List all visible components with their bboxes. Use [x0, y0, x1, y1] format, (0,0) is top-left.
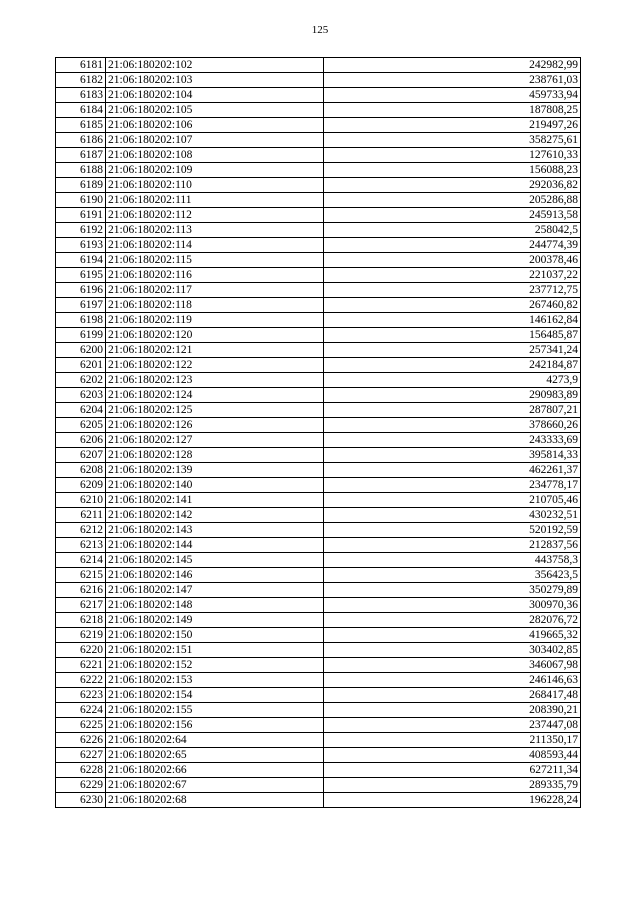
table-row — [56, 148, 581, 163]
amount-cell: 258042,5 — [324, 223, 581, 238]
row-number-cell: 6229 — [56, 778, 106, 793]
amount-cell: 210705,46 — [324, 493, 581, 508]
table-row — [56, 313, 581, 328]
amount-cell: 257341,24 — [324, 343, 581, 358]
amount-cell: 346067,98 — [324, 658, 581, 673]
row-number-cell: 6209 — [56, 478, 106, 493]
amount-cell: 205286,88 — [324, 193, 581, 208]
amount-cell: 356423,5 — [324, 568, 581, 583]
cadastral-number-cell: 21:06:180202:107 — [106, 133, 324, 148]
table-row — [56, 568, 581, 583]
row-number-cell: 6206 — [56, 433, 106, 448]
table-row — [56, 88, 581, 103]
row-number-cell: 6214 — [56, 553, 106, 568]
table-row — [56, 193, 581, 208]
row-number-cell: 6222 — [56, 673, 106, 688]
cadastral-number-cell: 21:06:180202:105 — [106, 103, 324, 118]
table-row — [56, 373, 581, 388]
row-number-cell: 6192 — [56, 223, 106, 238]
row-number-cell: 6226 — [56, 733, 106, 748]
table-row — [56, 433, 581, 448]
amount-cell: 350279,89 — [324, 583, 581, 598]
cadastral-number-cell: 21:06:180202:116 — [106, 268, 324, 283]
amount-cell: 300970,36 — [324, 598, 581, 613]
amount-cell: 243333,69 — [324, 433, 581, 448]
cadastral-number-cell: 21:06:180202:113 — [106, 223, 324, 238]
cadastral-number-cell: 21:06:180202:153 — [106, 673, 324, 688]
table-row — [56, 418, 581, 433]
cadastral-number-cell: 21:06:180202:150 — [106, 628, 324, 643]
amount-cell: 292036,82 — [324, 178, 581, 193]
amount-cell: 244774,39 — [324, 238, 581, 253]
cadastral-number-cell: 21:06:180202:114 — [106, 238, 324, 253]
amount-cell: 196228,24 — [324, 793, 581, 808]
amount-cell: 219497,26 — [324, 118, 581, 133]
amount-cell: 395814,33 — [324, 448, 581, 463]
table-row — [56, 703, 581, 718]
row-number-cell: 6185 — [56, 118, 106, 133]
row-number-cell: 6210 — [56, 493, 106, 508]
row-number-cell: 6207 — [56, 448, 106, 463]
row-number-cell: 6225 — [56, 718, 106, 733]
cadastral-number-cell: 21:06:180202:111 — [106, 193, 324, 208]
cadastral-number-cell: 21:06:180202:120 — [106, 328, 324, 343]
table-row — [56, 208, 581, 223]
cadastral-number-cell: 21:06:180202:123 — [106, 373, 324, 388]
cadastral-number-cell: 21:06:180202:68 — [106, 793, 324, 808]
row-number-cell: 6190 — [56, 193, 106, 208]
table-row — [56, 328, 581, 343]
row-number-cell: 6219 — [56, 628, 106, 643]
amount-cell: 242982,99 — [324, 58, 581, 73]
amount-cell: 146162,84 — [324, 313, 581, 328]
cadastral-number-cell: 21:06:180202:122 — [106, 358, 324, 373]
row-number-cell: 6230 — [56, 793, 106, 808]
page-number: 125 — [311, 24, 329, 36]
amount-cell: 234778,17 — [324, 478, 581, 493]
cadastral-number-cell: 21:06:180202:112 — [106, 208, 324, 223]
amount-cell: 289335,79 — [324, 778, 581, 793]
table-row — [56, 583, 581, 598]
row-number-cell: 6224 — [56, 703, 106, 718]
row-number-cell: 6194 — [56, 253, 106, 268]
table-row — [56, 778, 581, 793]
table-row — [56, 598, 581, 613]
amount-cell: 156485,87 — [324, 328, 581, 343]
table-row — [56, 58, 581, 73]
cadastral-number-cell: 21:06:180202:108 — [106, 148, 324, 163]
amount-cell: 267460,82 — [324, 298, 581, 313]
table-row — [56, 403, 581, 418]
table-row — [56, 298, 581, 313]
amount-cell: 268417,48 — [324, 688, 581, 703]
amount-cell: 212837,56 — [324, 538, 581, 553]
row-number-cell: 6188 — [56, 163, 106, 178]
data-table — [55, 57, 581, 808]
table-row — [56, 448, 581, 463]
row-number-cell: 6183 — [56, 88, 106, 103]
amount-cell: 408593,44 — [324, 748, 581, 763]
table-row — [56, 748, 581, 763]
amount-cell: 221037,22 — [324, 268, 581, 283]
row-number-cell: 6186 — [56, 133, 106, 148]
cadastral-number-cell: 21:06:180202:64 — [106, 733, 324, 748]
amount-cell: 462261,37 — [324, 463, 581, 478]
table-row — [56, 508, 581, 523]
table-row — [56, 613, 581, 628]
amount-cell: 245913,58 — [324, 208, 581, 223]
table-row — [56, 283, 581, 298]
amount-cell: 187808,25 — [324, 103, 581, 118]
table-row — [56, 463, 581, 478]
cadastral-number-cell: 21:06:180202:103 — [106, 73, 324, 88]
amount-cell: 419665,32 — [324, 628, 581, 643]
cadastral-number-cell: 21:06:180202:141 — [106, 493, 324, 508]
cadastral-number-cell: 21:06:180202:65 — [106, 748, 324, 763]
table-row — [56, 688, 581, 703]
cadastral-number-cell: 21:06:180202:119 — [106, 313, 324, 328]
row-number-cell: 6187 — [56, 148, 106, 163]
table-row — [56, 118, 581, 133]
amount-cell: 156088,23 — [324, 163, 581, 178]
amount-cell: 238761,03 — [324, 73, 581, 88]
row-number-cell: 6193 — [56, 238, 106, 253]
row-number-cell: 6223 — [56, 688, 106, 703]
cadastral-number-cell: 21:06:180202:139 — [106, 463, 324, 478]
cadastral-number-cell: 21:06:180202:126 — [106, 418, 324, 433]
cadastral-number-cell: 21:06:180202:128 — [106, 448, 324, 463]
cadastral-number-cell: 21:06:180202:143 — [106, 523, 324, 538]
cadastral-number-cell: 21:06:180202:152 — [106, 658, 324, 673]
cadastral-number-cell: 21:06:180202:106 — [106, 118, 324, 133]
cadastral-number-cell: 21:06:180202:144 — [106, 538, 324, 553]
cadastral-number-cell: 21:06:180202:145 — [106, 553, 324, 568]
cadastral-number-cell: 21:06:180202:117 — [106, 283, 324, 298]
amount-cell: 282076,72 — [324, 613, 581, 628]
table-body — [56, 58, 581, 808]
table-row — [56, 268, 581, 283]
row-number-cell: 6217 — [56, 598, 106, 613]
row-number-cell: 6195 — [56, 268, 106, 283]
table-row — [56, 478, 581, 493]
row-number-cell: 6197 — [56, 298, 106, 313]
amount-cell: 127610,33 — [324, 148, 581, 163]
table-row — [56, 538, 581, 553]
cadastral-number-cell: 21:06:180202:148 — [106, 598, 324, 613]
table-row — [56, 103, 581, 118]
cadastral-number-cell: 21:06:180202:118 — [106, 298, 324, 313]
cadastral-number-cell: 21:06:180202:125 — [106, 403, 324, 418]
row-number-cell: 6201 — [56, 358, 106, 373]
amount-cell: 287807,21 — [324, 403, 581, 418]
row-number-cell: 6216 — [56, 583, 106, 598]
row-number-cell: 6184 — [56, 103, 106, 118]
cadastral-number-cell: 21:06:180202:104 — [106, 88, 324, 103]
cadastral-number-cell: 21:06:180202:115 — [106, 253, 324, 268]
table-row — [56, 763, 581, 778]
table-row — [56, 523, 581, 538]
table-row — [56, 223, 581, 238]
table-row — [56, 343, 581, 358]
row-number-cell: 6220 — [56, 643, 106, 658]
cadastral-number-cell: 21:06:180202:147 — [106, 583, 324, 598]
amount-cell: 378660,26 — [324, 418, 581, 433]
row-number-cell: 6213 — [56, 538, 106, 553]
row-number-cell: 6189 — [56, 178, 106, 193]
cadastral-number-cell: 21:06:180202:149 — [106, 613, 324, 628]
amount-cell: 246146,63 — [324, 673, 581, 688]
amount-cell: 358275,61 — [324, 133, 581, 148]
row-number-cell: 6208 — [56, 463, 106, 478]
row-number-cell: 6181 — [56, 58, 106, 73]
table-row — [56, 733, 581, 748]
amount-cell: 290983,89 — [324, 388, 581, 403]
cadastral-number-cell: 21:06:180202:155 — [106, 703, 324, 718]
amount-cell: 627211,34 — [324, 763, 581, 778]
row-number-cell: 6227 — [56, 748, 106, 763]
amount-cell: 4273,9 — [324, 373, 581, 388]
cadastral-number-cell: 21:06:180202:156 — [106, 718, 324, 733]
table-row — [56, 658, 581, 673]
table-row — [56, 178, 581, 193]
row-number-cell: 6198 — [56, 313, 106, 328]
table-row — [56, 673, 581, 688]
amount-cell: 430232,51 — [324, 508, 581, 523]
row-number-cell: 6211 — [56, 508, 106, 523]
row-number-cell: 6228 — [56, 763, 106, 778]
row-number-cell: 6202 — [56, 373, 106, 388]
amount-cell: 211350,17 — [324, 733, 581, 748]
row-number-cell: 6221 — [56, 658, 106, 673]
table-row — [56, 163, 581, 178]
cadastral-number-cell: 21:06:180202:146 — [106, 568, 324, 583]
table-row — [56, 628, 581, 643]
amount-cell: 520192,59 — [324, 523, 581, 538]
table-row — [56, 73, 581, 88]
cadastral-number-cell: 21:06:180202:151 — [106, 643, 324, 658]
table-row — [56, 643, 581, 658]
amount-cell: 443758,3 — [324, 553, 581, 568]
amount-cell: 459733,94 — [324, 88, 581, 103]
cadastral-number-cell: 21:06:180202:66 — [106, 763, 324, 778]
amount-cell: 242184,87 — [324, 358, 581, 373]
cadastral-number-cell: 21:06:180202:124 — [106, 388, 324, 403]
row-number-cell: 6200 — [56, 343, 106, 358]
row-number-cell: 6199 — [56, 328, 106, 343]
amount-cell: 237712,75 — [324, 283, 581, 298]
cadastral-number-cell: 21:06:180202:127 — [106, 433, 324, 448]
table-row — [56, 253, 581, 268]
cadastral-number-cell: 21:06:180202:142 — [106, 508, 324, 523]
cadastral-number-cell: 21:06:180202:102 — [106, 58, 324, 73]
row-number-cell: 6182 — [56, 73, 106, 88]
row-number-cell: 6204 — [56, 403, 106, 418]
cadastral-number-cell: 21:06:180202:121 — [106, 343, 324, 358]
cadastral-number-cell: 21:06:180202:67 — [106, 778, 324, 793]
cadastral-number-cell: 21:06:180202:154 — [106, 688, 324, 703]
amount-cell: 237447,08 — [324, 718, 581, 733]
row-number-cell: 6215 — [56, 568, 106, 583]
cadastral-number-cell: 21:06:180202:109 — [106, 163, 324, 178]
table-row — [56, 358, 581, 373]
row-number-cell: 6191 — [56, 208, 106, 223]
table-row — [56, 133, 581, 148]
row-number-cell: 6205 — [56, 418, 106, 433]
table-row — [56, 238, 581, 253]
row-number-cell: 6203 — [56, 388, 106, 403]
cadastral-number-cell: 21:06:180202:140 — [106, 478, 324, 493]
amount-cell: 208390,21 — [324, 703, 581, 718]
table-row — [56, 493, 581, 508]
table-row — [56, 388, 581, 403]
table-row — [56, 718, 581, 733]
row-number-cell: 6218 — [56, 613, 106, 628]
cadastral-number-cell: 21:06:180202:110 — [106, 178, 324, 193]
row-number-cell: 6212 — [56, 523, 106, 538]
table-row — [56, 793, 581, 808]
table-row — [56, 553, 581, 568]
row-number-cell: 6196 — [56, 283, 106, 298]
amount-cell: 303402,85 — [324, 643, 581, 658]
amount-cell: 200378,46 — [324, 253, 581, 268]
